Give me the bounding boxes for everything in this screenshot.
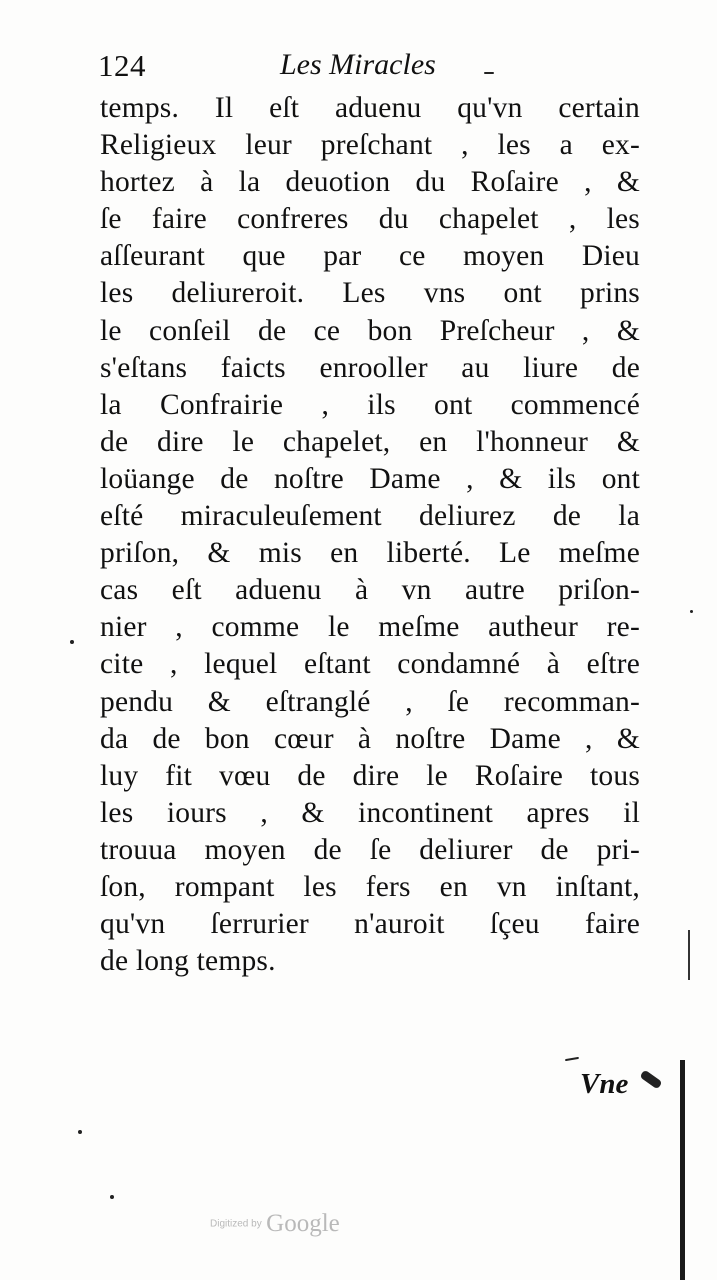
- text-line: da de bon cœur à noſtre Dame , &: [100, 722, 640, 755]
- text-line: le conſeil de ce bon Preſcheur , &: [100, 314, 640, 347]
- ink-speck: [484, 72, 494, 74]
- watermark-brand: Google: [266, 1210, 340, 1237]
- text-line: la Confrairie , ils ont commencé: [100, 388, 640, 421]
- page-header: [98, 48, 618, 90]
- catchword: Vne: [580, 1068, 629, 1100]
- text-line: priſon, & mis en liberté. Le meſme: [100, 537, 640, 570]
- text-line: trouua moyen de ſe deliurer de pri-: [100, 833, 640, 866]
- text-line: s'eſtans faicts enrooller au liure de: [100, 351, 640, 384]
- text-line: cas eſt aduenu à vn autre priſon-: [100, 574, 640, 607]
- page-number: 124: [98, 48, 146, 83]
- body-text: [100, 90, 640, 980]
- page-edge-mark: [688, 930, 690, 980]
- text-line: de long temps.: [100, 945, 276, 978]
- text-line: aſſeurant que par ce moyen Dieu: [100, 240, 640, 273]
- text-line: eſté miraculeuſement deliurez de la: [100, 500, 640, 533]
- text-line: hortez à la deuotion du Roſaire , &: [100, 166, 640, 199]
- watermark-prefix: Digitized by: [210, 1218, 262, 1230]
- text-line: pendu & eſtranglé , ſe recomman-: [100, 685, 640, 718]
- text-line: loüange de noſtre Dame , & ils ont: [100, 462, 640, 495]
- running-head: Les Miracles: [280, 48, 436, 81]
- ink-speck: [78, 1130, 82, 1134]
- ink-speck: [110, 1195, 114, 1199]
- ink-speck: [565, 1057, 579, 1061]
- text-line: nier , comme le meſme autheur re-: [100, 611, 640, 644]
- google-watermark: [210, 1210, 340, 1238]
- text-line: ſe faire confreres du chapelet , les: [100, 203, 640, 236]
- ink-speck: [690, 610, 693, 613]
- text-line: Religieux leur preſchant , les a ex-: [100, 129, 640, 162]
- text-line: luy fit vœu de dire le Roſaire tous: [100, 759, 640, 792]
- text-line: temps. Il eſt aduenu qu'vn certain: [100, 92, 640, 124]
- text-line: cite , lequel eſtant condamné à eſtre: [100, 648, 640, 681]
- text-line: les iours , & incontinent apres il: [100, 796, 640, 829]
- ink-speck: [639, 1070, 662, 1090]
- ink-speck: [70, 640, 74, 644]
- text-line: ſon, rompant les fers en vn inſtant,: [100, 870, 640, 903]
- page-edge-shadow: [680, 1060, 685, 1280]
- text-line: les deliureroit. Les vns ont prins: [100, 277, 640, 310]
- text-line: qu'vn ſerrurier n'auroit ſçeu faire: [100, 908, 640, 941]
- text-line: de dire le chapelet, en l'honneur &: [100, 425, 640, 458]
